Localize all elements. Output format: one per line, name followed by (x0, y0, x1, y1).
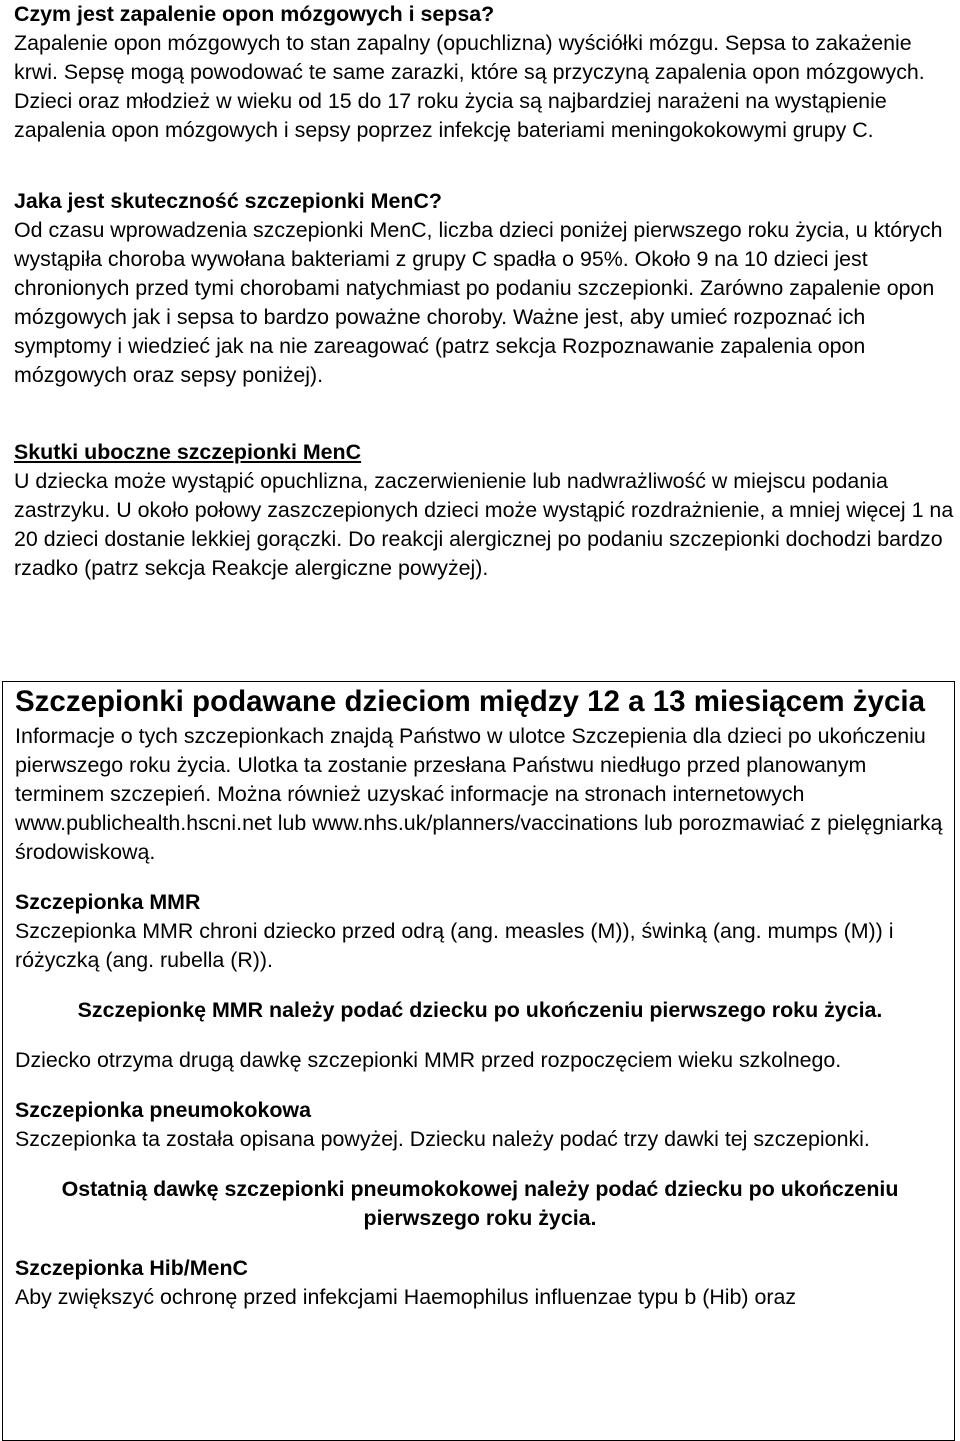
section-heading: Czym jest zapalenie opon mózgowych i sepsa? (14, 2, 495, 26)
section-effectiveness (14, 187, 954, 390)
pneumo-notice: Ostatnią dawkę szczepionki pneumokokowej należy podać dziecku po ukończeniu pierwszego roku życia. (61, 1177, 899, 1230)
mmr-notice: Szczepionkę MMR należy podać dziecku po ukończeniu pierwszego roku życia. (77, 998, 883, 1022)
section-body: U dziecka może wystąpić opuchlizna, zaczerwienienie lub nadwrażliwość w miejscu podania zastrzyku. U około połowy zaszczepionych dzieci może wystąpić rozdrażnienie, a mniej więcej 1 na 20 dzieci dostanie lekkiej gorączki. Do reakcji alergicznej po podaniu szczepionki dochodzi bardzo rzadko (patrz sekcja Reakcje alergiczne powyżej). (14, 469, 954, 580)
pneumo-body: Szczepionka ta została opisana powyżej. Dziecku należy podać trzy dawki tej szczepionki. (15, 1127, 870, 1151)
hib-heading: Szczepionka Hib/MenC (15, 1256, 248, 1280)
vaccines-12-13-months-box (2, 681, 955, 1441)
hib-body: Aby zwiększyć ochronę przed infekcjami Haemophilus influenzae typu b (Hib) oraz (15, 1285, 797, 1309)
section-body: Zapalenie opon mózgowych to stan zapalny (opuchlizna) wyściółki mózgu. Sepsa to zakażenie krwi. Sepsę mogą powodować te same zarazki, które są przyczyną zapalenia opon mózgowych. Dzieci oraz młodzież w wieku od 15 do 17 roku życia są najbardziej narażeni na wystąpienie zapalenia opon mózgowych i sepsy poprzez infekcję bateriami meningokokowymi grupy C. (14, 31, 925, 142)
section-body: Od czasu wprowadzenia szczepionki MenC, liczba dzieci poniżej pierwszego roku życia, u których wystąpiła choroba wywołana bakteriami z grupy C spadła o 95%. Około 9 na 10 dzieci jest chronionych przed tymi chorobami natychmiast po podaniu szczepionki. Zarówno zapalenie opon mózgowych jak i sepsa to bardzo poważne choroby. Ważne jest, aby umieć rozpoznać ich symptomy i wiedzieć jak na nie zareagować (patrz sekcja Rozpoznawanie zapalenia opon mózgowych oraz sepsy poniżej). (14, 218, 943, 387)
section-meningitis (14, 0, 954, 145)
section-heading: Skutki uboczne szczepionki MenC (14, 440, 362, 464)
pneumo-heading: Szczepionka pneumokokowa (15, 1098, 311, 1122)
section-heading: Jaka jest skuteczność szczepionki MenC? (14, 189, 442, 213)
mmr-second-dose: Dziecko otrzyma drugą dawkę szczepionki MMR przed rozpoczęciem wieku szkolnego. (15, 1048, 842, 1072)
mmr-heading: Szczepionka MMR (15, 890, 201, 914)
section-side-effects (14, 438, 954, 583)
box-intro: Informacje o tych szczepionkach znajdą Państwo w ulotce Szczepienia dla dzieci po ukończeniu pierwszego roku życia. Ulotka ta zostanie przesłana Państwu niedługo przed planowanym terminem szczepień. Można również uzyskać informacje na stronach internetowych www.publichealth.hscni.net lub www.nhs.uk/planners/vaccinations lub porozmawiać z pielęgniarką środowiskową. (15, 724, 943, 864)
mmr-body: Szczepionka MMR chroni dziecko przed odrą (ang. measles (M)), świnką (ang. mumps (M)) i różyczką (ang. rubella (R)). (15, 919, 894, 972)
box-title: Szczepionki podawane dzieciom między 12 a 13 miesiącem życia (15, 685, 925, 718)
box-content (15, 682, 945, 1312)
